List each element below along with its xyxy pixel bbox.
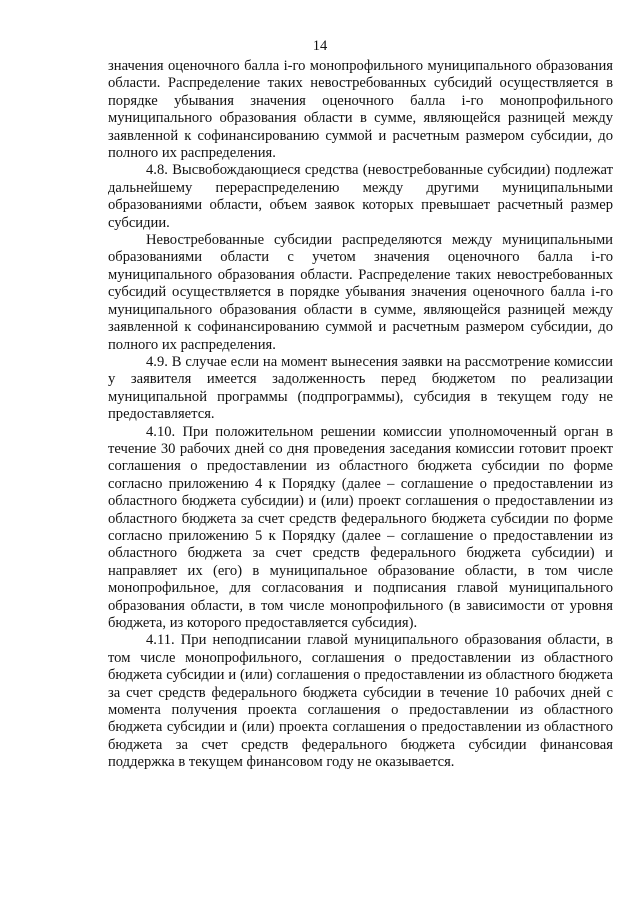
paragraph-4-9: 4.9. В случае если на момент вынесения заявки на рассмотрение комиссии у заявителя имеется задолженность перед бюджетом по реализации муниципальной программы (подпрограммы), субсидия в текущем году не предоставляется. <box>108 353 613 423</box>
paragraph-continued: значения оценочного балла i-го монопрофильного муниципального образования области. Распределение таких невостребованных субсидий осуществляется в порядке убывания значения оценочного балла i-го монопрофильного муниципального образования области в сумме, являющейся разницей между заявленной к софинансированию суммой и расчетным размером субсидии, до полного их распределения. <box>108 58 613 162</box>
paragraph-4-10: 4.10. При положительном решении комиссии уполномоченный орган в течение 30 рабочих дней со дня проведения заседания комиссии готовит проект соглашения о предоставлении из областного бюджета субсидии по форме согласно приложению 4 к Порядку (далее – соглашение о предоставлении из областного бюджета субсидии) и (или) проект соглашения о предоставлении из областного бюджета за счет средств федерального бюджета субсидии по форме согласно приложению 5 к Порядку (далее – соглашение о предоставлении из областного бюджета за счет средств федерального бюджета субсидии) и направляет их (его) в муниципальное образование области, в том числе монопрофильное, для согласования и подписания главой муниципального образования области, в том числе монопрофильного (в зависимости от уровня бюджета, из которого предоставляется субсидия). <box>108 423 613 631</box>
document-body <box>108 58 613 772</box>
page-number: 14 <box>312 38 328 54</box>
paragraph-4-11: 4.11. При неподписании главой муниципального образования области, в том числе монопрофильного, соглашения о предоставлении из областного бюджета субсидии и (или) соглашения о предоставлении из областного бюджета за счет средств федерального бюджета субсидии в течение 10 рабочих дней с момента получения проекта соглашения о предоставлении из областного бюджета субсидии и (или) проекта соглашения о предоставлении из областного бюджета за счет средств федерального бюджета субсидии финансовая поддержка в текущем финансовом году не оказывается. <box>108 632 613 771</box>
paragraph-unclaimed-subsidies: Невостребованные субсидии распределяются между муниципальными образованиями области с учетом значения оценочного балла i-го муниципального образования области. Распределение таких невостребованных субсидий осуществляется в порядке убывания значения оценочного балла i-го муниципального образования области в сумме, являющейся разницей между заявленной к софинансированию суммой и расчетным размером субсидии, до полного их распределения. <box>108 232 613 353</box>
paragraph-4-8: 4.8. Высвобождающиеся средства (невостребованные субсидии) подлежат дальнейшему перераспределению между другими муниципальными образованиями области, объем заявок которых превышает расчетный размер субсидии. <box>108 162 613 231</box>
